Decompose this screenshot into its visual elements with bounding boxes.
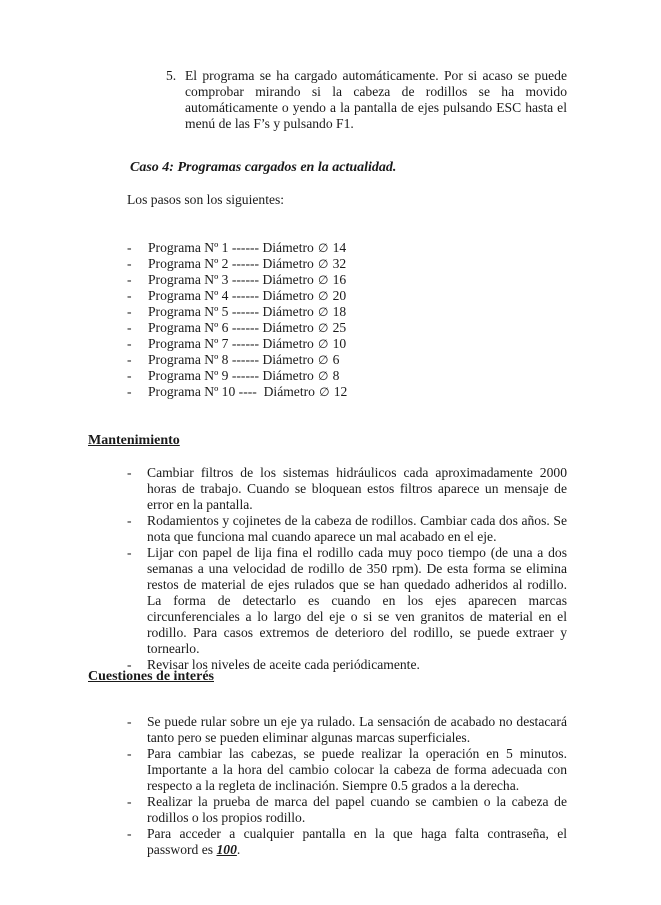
separator: ------ [228, 256, 263, 271]
program-list [0, 240, 661, 400]
separator: ------ [228, 336, 263, 351]
diameter-label: Diámetro [262, 256, 314, 271]
program-label: Programa Nº 7 [148, 336, 229, 351]
list-item-text: Lijar con papel de lija fina el rodillo cada muy poco tiempo (de una a dos semanas a una velocidad de rodillo de 350 rpm). De esta forma se elimina restos de material de ejes rulados que se han quedado adheridos al rodillo. La forma de detectarlo es cuando en los ejes aparecen marcas circunferenciales a lo largo del eje o si se ven granitos de material en el rodillo. Para casos extremos de deterioro del rodillo, se puede extraer y tornearlo. [147, 545, 567, 656]
bullet-dash: - [127, 545, 132, 560]
separator: ------ [228, 240, 263, 255]
program-label: Programa Nº 6 [148, 320, 229, 335]
program-label: Programa Nº 1 [148, 240, 229, 255]
separator: ------ [228, 288, 263, 303]
program-item [0, 240, 661, 256]
diameter-icon: ∅ [317, 289, 329, 303]
bullet-dash: - [127, 304, 132, 319]
bullet-dash: - [127, 513, 132, 528]
list-item-text: Para cambiar las cabezas, se puede realizar la operación en 5 minutos. Importante a la hora del cambio colocar la cabeza de forma adecuada con respecto a la regleta de inclinación. Siempre 0.5 grados a la derecha. [147, 746, 567, 793]
bullet-dash: - [127, 657, 132, 672]
program-label: Programa Nº 9 [148, 368, 229, 383]
list-item [0, 746, 661, 794]
program-item [0, 336, 661, 352]
bullet-dash: - [127, 714, 132, 729]
diameter-value: 25 [332, 320, 347, 335]
bullet-dash: - [127, 746, 132, 761]
separator: ------ [228, 352, 263, 367]
list-item [0, 714, 661, 746]
list-item-text: Cambiar filtros de los sistemas hidráulicos cada aproximadamente 2000 horas de trabajo. Cuando se bloquean estos filtros aparece un mensaje de error en la pantalla. [147, 465, 567, 512]
diameter-label: Diámetro [262, 352, 314, 367]
bullet-dash: - [127, 240, 132, 255]
list-item [0, 465, 661, 513]
diameter-value: 16 [332, 272, 347, 287]
separator: ------ [228, 304, 263, 319]
bullet-dash: - [127, 368, 132, 383]
diameter-value: 8 [332, 368, 340, 383]
diameter-value: 14 [332, 240, 347, 255]
password-value: 100 [216, 842, 237, 857]
diameter-value: 18 [332, 304, 347, 319]
separator: ------ [228, 272, 263, 287]
bullet-dash: - [127, 256, 132, 271]
bullet-dash: - [127, 272, 132, 287]
diameter-icon: ∅ [317, 337, 329, 351]
diameter-icon: ∅ [317, 241, 329, 255]
diameter-label: Diámetro [262, 288, 314, 303]
diameter-label: Diámetro [262, 240, 314, 255]
list-number: 5. [166, 68, 177, 83]
diameter-value: 6 [332, 352, 340, 367]
list-item-text: Se puede rular sobre un eje ya rulado. La sensación de acabado no destacará tanto pero se pueden eliminar algunas marcas superficiales. [147, 714, 567, 745]
diameter-value: 10 [332, 336, 347, 351]
diameter-label: Diámetro [262, 336, 314, 351]
diameter-icon: ∅ [317, 321, 329, 335]
list-item-text: Revisar los niveles de aceite cada periódicamente. [147, 657, 420, 672]
separator: ------ [228, 368, 263, 383]
list-item [0, 826, 661, 858]
diameter-label: Diámetro [262, 272, 314, 287]
list-item-text: Realizar la prueba de marca del papel cuando se cambien o la cabeza de rodillos o los propios rodillo. [147, 794, 567, 825]
diameter-icon: ∅ [319, 385, 330, 399]
maintenance-list [0, 465, 661, 673]
program-item [0, 256, 661, 272]
program-item [0, 320, 661, 336]
bullet-dash: - [127, 288, 132, 303]
list-item-text [147, 826, 567, 858]
diameter-value: 12 [333, 384, 348, 399]
bullet-dash: - [127, 352, 132, 367]
diameter-label: Diámetro [262, 304, 314, 319]
section-title-caso-4: Caso 4: Programas cargados en la actualidad. [130, 160, 397, 175]
list-item [0, 794, 661, 826]
program-item [0, 384, 661, 400]
list-item-text: Rodamientos y cojinetes de la cabeza de rodillos. Cambiar cada dos años. Se nota que funciona mal cuando aparece un mal acabado en el eje. [147, 513, 567, 544]
questions-list [0, 714, 661, 858]
intro-text: Los pasos son los siguientes: [127, 192, 285, 207]
diameter-icon: ∅ [317, 273, 329, 287]
separator: ---- [235, 384, 264, 399]
diameter-icon: ∅ [317, 305, 329, 319]
program-label: Programa Nº 8 [148, 352, 229, 367]
diameter-icon: ∅ [317, 369, 329, 383]
separator: ------ [228, 320, 263, 335]
diameter-icon: ∅ [317, 353, 329, 367]
program-item [0, 352, 661, 368]
password-suffix: . [236, 842, 241, 857]
list-item-text: El programa se ha cargado automáticamente. Por si acaso se puede comprobar mirando si la cabeza de rodillos se ha movido automáticamente o yendo a la pantalla de ejes pulsando ESC hasta el menú de las F’s y pulsando F1. [185, 68, 567, 131]
program-item [0, 288, 661, 304]
bullet-dash: - [127, 465, 132, 480]
program-item [0, 304, 661, 320]
program-label: Programa Nº 3 [148, 272, 229, 287]
section-heading-cuestiones: Cuestiones de interés [88, 669, 214, 684]
program-label: Programa Nº 5 [148, 304, 229, 319]
diameter-value: 32 [332, 256, 347, 271]
program-label: Programa Nº 4 [148, 288, 229, 303]
diameter-label: Diámetro [262, 320, 314, 335]
list-item [0, 513, 661, 545]
list-item [0, 545, 661, 657]
password-item-text: Para acceder a cualquier pantalla en la que haga falta contraseña, el password es [147, 826, 567, 857]
bullet-dash: - [127, 336, 132, 351]
bullet-dash: - [127, 826, 132, 841]
diameter-label: Diámetro [263, 384, 315, 399]
program-item [0, 272, 661, 288]
bullet-dash: - [127, 384, 132, 399]
diameter-value: 20 [332, 288, 347, 303]
diameter-icon: ∅ [317, 257, 329, 271]
program-label: Programa Nº 2 [148, 256, 229, 271]
program-label: Programa Nº 10 [148, 384, 236, 399]
section-heading-mantenimiento: Mantenimiento [88, 433, 180, 448]
diameter-label: Diámetro [262, 368, 314, 383]
program-item [0, 368, 661, 384]
bullet-dash: - [127, 320, 132, 335]
bullet-dash: - [127, 794, 132, 809]
